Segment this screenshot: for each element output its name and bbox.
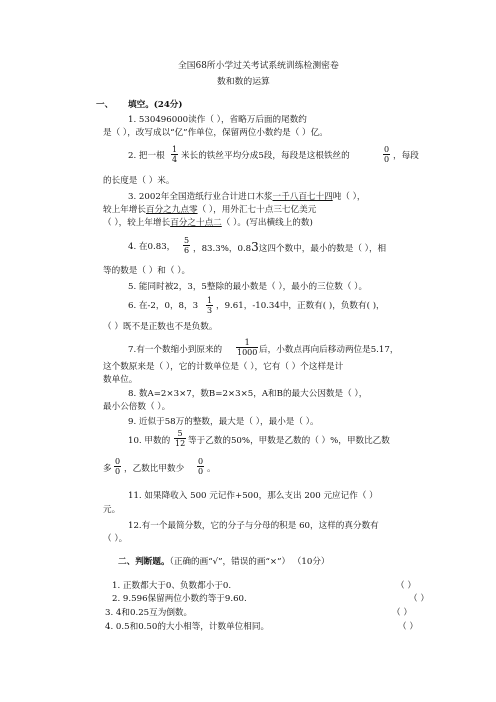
q10-l2a: 多 <box>103 464 112 474</box>
q10-fraction2 <box>114 457 121 476</box>
q8-line2: 最小公倍数（ ）。 <box>103 402 171 412</box>
q2-frac-den: 4 <box>172 155 178 164</box>
judge-blank-3: （ ） <box>392 608 412 618</box>
q3-l1a: 3. 2002年全国造纸行业合计进口木浆 <box>128 192 273 202</box>
judge-item-1: 1. 正数都大于0、负数都小于0. <box>112 581 232 591</box>
q6-post: ，9.61，-10.34中，正数有( )，负数有( )， <box>216 301 385 311</box>
q12-line1: 12.有一个最简分数，它的分子与分母的积是 60，这样的真分数有 <box>128 521 379 531</box>
q2-pre: 2. 把一根 <box>128 151 165 161</box>
q6-pre: 6. 在-2，0，8，3 <box>128 301 199 311</box>
q10-fraction3 <box>197 457 204 476</box>
judge-blank-1: （ ） <box>396 581 416 591</box>
q4-post: 这四个数中，最小的数是（ ），相 <box>258 244 387 254</box>
q2-mid: 米长的铁丝平均分成5段，每段是这根铁丝的 <box>181 151 350 161</box>
q3-l3u: 百分之十点二 <box>170 218 222 228</box>
q1-line2: 是（ ），改写成以“亿”作单位，保留两位小数约是（ ）亿。 <box>103 128 328 138</box>
judge-item-4: 4. 0.5和0.50的大小相等，计数单位相同。 <box>105 622 270 632</box>
q1-line1: 1. 530496000读作（ ），省略万后面的尾数约 <box>128 115 307 125</box>
q6-line2: （ ）既不是正数也不是负数。 <box>103 322 218 332</box>
q5: 5. 能同时被2，3，5整除的最小数是（ ），最小的三位数（ ）。 <box>128 282 368 292</box>
q10-post: 等于乙数的50%，甲数是乙数的（ ）%，甲数比乙数 <box>188 436 390 446</box>
q10-fraction <box>174 429 186 448</box>
section2-note: （正确的画“√”，错误的画“×”） （10分） <box>169 557 330 567</box>
q7-pre: 7.有一个数缩小到原来的 <box>128 345 223 355</box>
q8-line1: 8. 数A=2×3×7，数B=2×3×5，A和B的最大公因数是（ ）， <box>128 389 368 399</box>
q10-l2b: ，乙数比甲数少 <box>124 464 185 474</box>
q3-line3 <box>103 218 313 229</box>
q4-big3: 3 <box>251 240 259 254</box>
judge-blank-2: （ ） <box>409 594 429 604</box>
section1-number: 一、 <box>96 100 114 110</box>
q7-line3: 数单位。 <box>103 375 138 385</box>
q10-frac-den: 12 <box>175 439 186 448</box>
q7-frac-den: 1000 <box>237 348 258 357</box>
q4-mid: ，83.3%，0.8 <box>193 244 252 254</box>
page-title: 全国68所小学过关考试系统训练检测密卷 <box>178 61 339 71</box>
q2-frac2-den: 0 <box>384 155 390 164</box>
q7-frac-num: 1 <box>244 338 250 347</box>
judge-item-2: 2. 9.596保留两位小数约等于9.60. <box>112 594 247 604</box>
q4-line2: 等的数是（ ）和（ ）。 <box>103 266 191 276</box>
q3-line2 <box>103 205 316 216</box>
q12-line2: （ ）。 <box>103 534 128 544</box>
q11-line1: 11. 如果降收入 500 元记作+500，那么支出 200 元应记作（ ） <box>128 491 378 501</box>
page-subtitle: 数和数的运算 <box>217 77 270 87</box>
q2-line2: 的长度是（ ）米。 <box>103 176 175 186</box>
q2-fraction2 <box>383 145 390 164</box>
q6-fraction <box>206 296 213 315</box>
q3-l2b: （ ），用外汇七十点三七亿美元 <box>197 205 317 215</box>
q4-pre: 4. 在0.83， <box>128 242 176 252</box>
q2-post: ，每段 <box>393 151 419 161</box>
q10-frac-num: 5 <box>177 429 183 438</box>
q6-frac-num: 1 <box>207 296 213 305</box>
q10-frac3-den: 0 <box>198 467 204 476</box>
q3-l3b: （ ）。(写出横线上的数) <box>221 218 313 228</box>
q7-post: 后，小数点再向后移动两位是5.17， <box>259 345 399 355</box>
q3-line1 <box>128 192 366 203</box>
judge-item-3: 3. 4和0.25互为倒数。 <box>105 608 193 618</box>
q4-line1 <box>193 242 386 255</box>
section1-heading: 填空。(24分) <box>128 100 183 110</box>
section2-header <box>118 557 330 568</box>
q10-frac3-num: 0 <box>198 457 204 466</box>
q2-frac2-num: 0 <box>384 145 390 154</box>
q10-frac2-den: 0 <box>115 467 121 476</box>
q10-pre: 10. 甲数的 <box>128 436 171 446</box>
q3-l2u: 百分之九点零 <box>145 205 198 215</box>
q6-frac-den: 3 <box>207 306 213 315</box>
q2-fraction <box>171 145 178 164</box>
q4-frac-den: 6 <box>184 246 190 255</box>
q4-fraction <box>183 236 190 255</box>
q7-line2: 这个数原来是（ ），它的计数单位是（ ），它有（ ）个这样是计 <box>103 362 344 372</box>
q4-frac-num: 5 <box>184 236 190 245</box>
q10-l2c: 。 <box>207 464 216 474</box>
q9: 9. 近似于58万的整数，最大是（ ），最小是（ ）。 <box>128 417 319 427</box>
q3-l3a: （ ），较上年增长 <box>103 218 171 228</box>
q3-l1u: 一千八百七十四 <box>272 192 333 202</box>
q2-frac-num: 1 <box>172 145 178 154</box>
q11-line2: 元。 <box>103 505 121 515</box>
q7-fraction <box>236 338 258 357</box>
q3-l2a: 较上年增长 <box>103 205 146 215</box>
section2-heading: 二、判断题。 <box>118 557 170 567</box>
judge-blank-4: （ ） <box>398 622 418 632</box>
q3-l1b: 吨（ ）， <box>332 192 366 202</box>
q10-frac2-num: 0 <box>115 457 121 466</box>
